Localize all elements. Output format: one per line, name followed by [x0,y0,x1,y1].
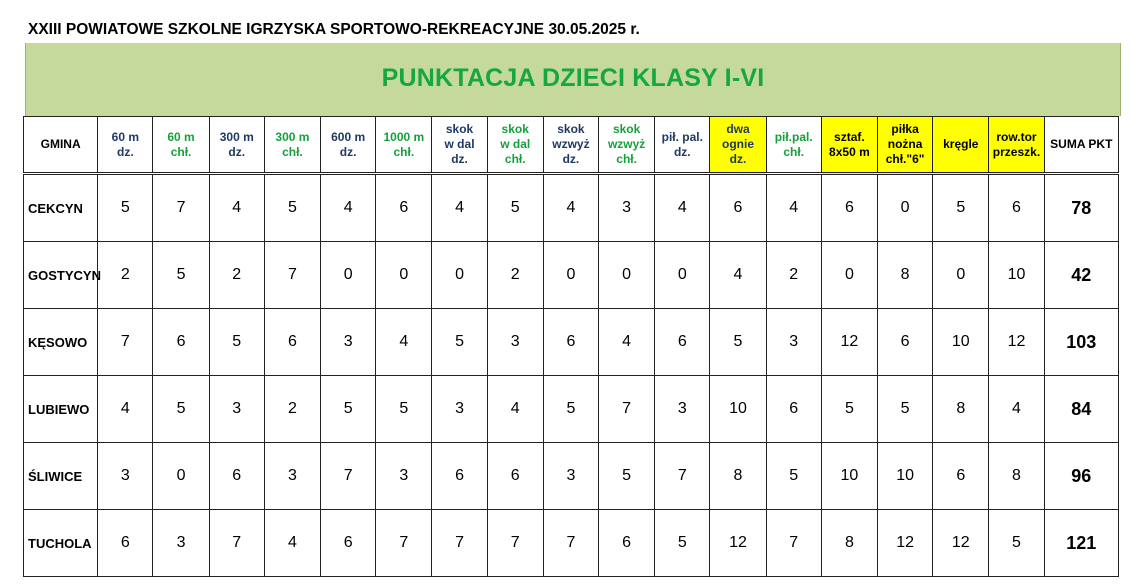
score-cell: 6 [821,174,877,242]
document-title: XXIII POWIATOWE SZKOLNE IGRZYSKA SPORTOWO-REKREACYJNE 30.05.2025 r. [28,21,640,38]
score-cell: 6 [710,174,766,242]
score-cell: 0 [432,242,487,309]
column-header: sztaf. 8x50 m [821,117,877,174]
score-cell: 2 [98,242,153,309]
score-cell: 5 [153,242,209,309]
score-cell: 7 [209,510,264,577]
score-cell: 6 [98,510,153,577]
score-cell: 3 [321,309,376,376]
score-cell: 7 [321,443,376,510]
score-cell: 7 [655,443,710,510]
score-cell: 7 [766,510,821,577]
column-header: kręgle [933,117,989,174]
score-cell: 6 [321,510,376,577]
score-cell: 6 [543,309,598,376]
score-cell: 8 [933,376,989,443]
score-cell: 3 [98,443,153,510]
scores-table [23,116,1119,577]
gmina-name: ŚLIWICE [24,443,98,510]
score-cell: 3 [209,376,264,443]
score-cell: 2 [487,242,543,309]
score-cell: 7 [153,174,209,242]
score-cell: 4 [989,376,1044,443]
score-cell: 6 [264,309,320,376]
total-points: 103 [1044,309,1118,376]
score-cell: 5 [989,510,1044,577]
score-cell: 5 [766,443,821,510]
score-cell: 3 [599,174,655,242]
score-cell: 5 [655,510,710,577]
score-cell: 4 [543,174,598,242]
title-banner [25,43,1121,116]
score-cell: 5 [209,309,264,376]
column-header: 1000 m chł. [376,117,432,174]
score-cell: 3 [376,443,432,510]
score-cell: 7 [98,309,153,376]
score-cell: 4 [264,510,320,577]
gmina-name: LUBIEWO [24,376,98,443]
score-cell: 7 [264,242,320,309]
column-header: skok w dal chł. [487,117,543,174]
score-cell: 3 [432,376,487,443]
score-cell: 3 [153,510,209,577]
score-cell: 0 [821,242,877,309]
gmina-name: KĘSOWO [24,309,98,376]
score-cell: 12 [878,510,933,577]
total-points: 78 [1044,174,1118,242]
score-cell: 0 [543,242,598,309]
score-cell: 10 [989,242,1044,309]
column-header: pił. pal. dz. [655,117,710,174]
column-header: row.tor przeszk. [989,117,1044,174]
score-cell: 7 [543,510,598,577]
score-cell: 8 [989,443,1044,510]
score-cell: 12 [821,309,877,376]
score-cell: 6 [153,309,209,376]
gmina-name: CEKCYN [24,174,98,242]
score-cell: 10 [821,443,877,510]
score-cell: 5 [878,376,933,443]
score-cell: 2 [264,376,320,443]
score-cell: 6 [599,510,655,577]
table-row [24,174,1119,242]
score-cell: 5 [933,174,989,242]
table-row [24,242,1119,309]
score-cell: 6 [209,443,264,510]
score-cell: 5 [821,376,877,443]
total-points: 96 [1044,443,1118,510]
column-header: SUMA PKT [1044,117,1118,174]
score-cell: 4 [321,174,376,242]
column-header: skok wzwyż chł. [599,117,655,174]
score-cell: 6 [989,174,1044,242]
score-cell: 7 [432,510,487,577]
column-header: 600 m dz. [321,117,376,174]
score-cell: 8 [710,443,766,510]
score-cell: 4 [376,309,432,376]
table-row [24,510,1119,577]
score-cell: 6 [487,443,543,510]
score-cell: 10 [710,376,766,443]
score-cell: 12 [989,309,1044,376]
total-points: 84 [1044,376,1118,443]
score-cell: 4 [432,174,487,242]
score-cell: 0 [599,242,655,309]
score-cell: 0 [376,242,432,309]
column-header: skok wzwyż dz. [543,117,598,174]
score-cell: 7 [376,510,432,577]
column-header: dwa ognie dz. [710,117,766,174]
score-cell: 6 [376,174,432,242]
banner-title: PUNKTACJA DZIECI KLASY I-VI [381,64,765,92]
score-cell: 2 [209,242,264,309]
column-header: skok w dal dz. [432,117,487,174]
score-cell: 5 [599,443,655,510]
score-cell: 4 [599,309,655,376]
score-cell: 8 [878,242,933,309]
score-cell: 5 [98,174,153,242]
score-cell: 4 [487,376,543,443]
score-cell: 6 [432,443,487,510]
column-header: 300 m dz. [209,117,264,174]
score-cell: 10 [933,309,989,376]
score-cell: 3 [766,309,821,376]
column-header: 60 m dz. [98,117,153,174]
score-cell: 5 [543,376,598,443]
table-row [24,309,1119,376]
score-cell: 6 [933,443,989,510]
total-points: 121 [1044,510,1118,577]
score-cell: 3 [487,309,543,376]
table-body [24,174,1119,577]
score-cell: 7 [487,510,543,577]
column-header: GMINA [24,117,98,174]
score-cell: 5 [710,309,766,376]
score-cell: 3 [543,443,598,510]
score-cell: 4 [655,174,710,242]
score-cell: 6 [655,309,710,376]
score-cell: 7 [599,376,655,443]
gmina-name: GOSTYCYN [24,242,98,309]
score-cell: 0 [321,242,376,309]
score-cell: 0 [153,443,209,510]
score-cell: 4 [209,174,264,242]
column-header: piłka nożna chł."6" [878,117,933,174]
score-cell: 0 [655,242,710,309]
score-cell: 4 [766,174,821,242]
score-cell: 5 [376,376,432,443]
score-cell: 6 [766,376,821,443]
header-row [24,117,1119,174]
score-cell: 0 [878,174,933,242]
score-cell: 6 [878,309,933,376]
score-cell: 4 [710,242,766,309]
column-header: 300 m chł. [264,117,320,174]
score-cell: 3 [264,443,320,510]
score-cell: 8 [821,510,877,577]
score-cell: 0 [933,242,989,309]
column-header: pił.pal. chł. [766,117,821,174]
score-cell: 3 [655,376,710,443]
score-cell: 12 [933,510,989,577]
table-row [24,376,1119,443]
total-points: 42 [1044,242,1118,309]
score-cell: 5 [321,376,376,443]
score-cell: 4 [98,376,153,443]
column-header: 60 m chł. [153,117,209,174]
score-cell: 10 [878,443,933,510]
score-cell: 2 [766,242,821,309]
table-row [24,443,1119,510]
gmina-name: TUCHOLA [24,510,98,577]
score-cell: 12 [710,510,766,577]
score-cell: 5 [432,309,487,376]
score-cell: 5 [264,174,320,242]
score-cell: 5 [487,174,543,242]
score-cell: 5 [153,376,209,443]
